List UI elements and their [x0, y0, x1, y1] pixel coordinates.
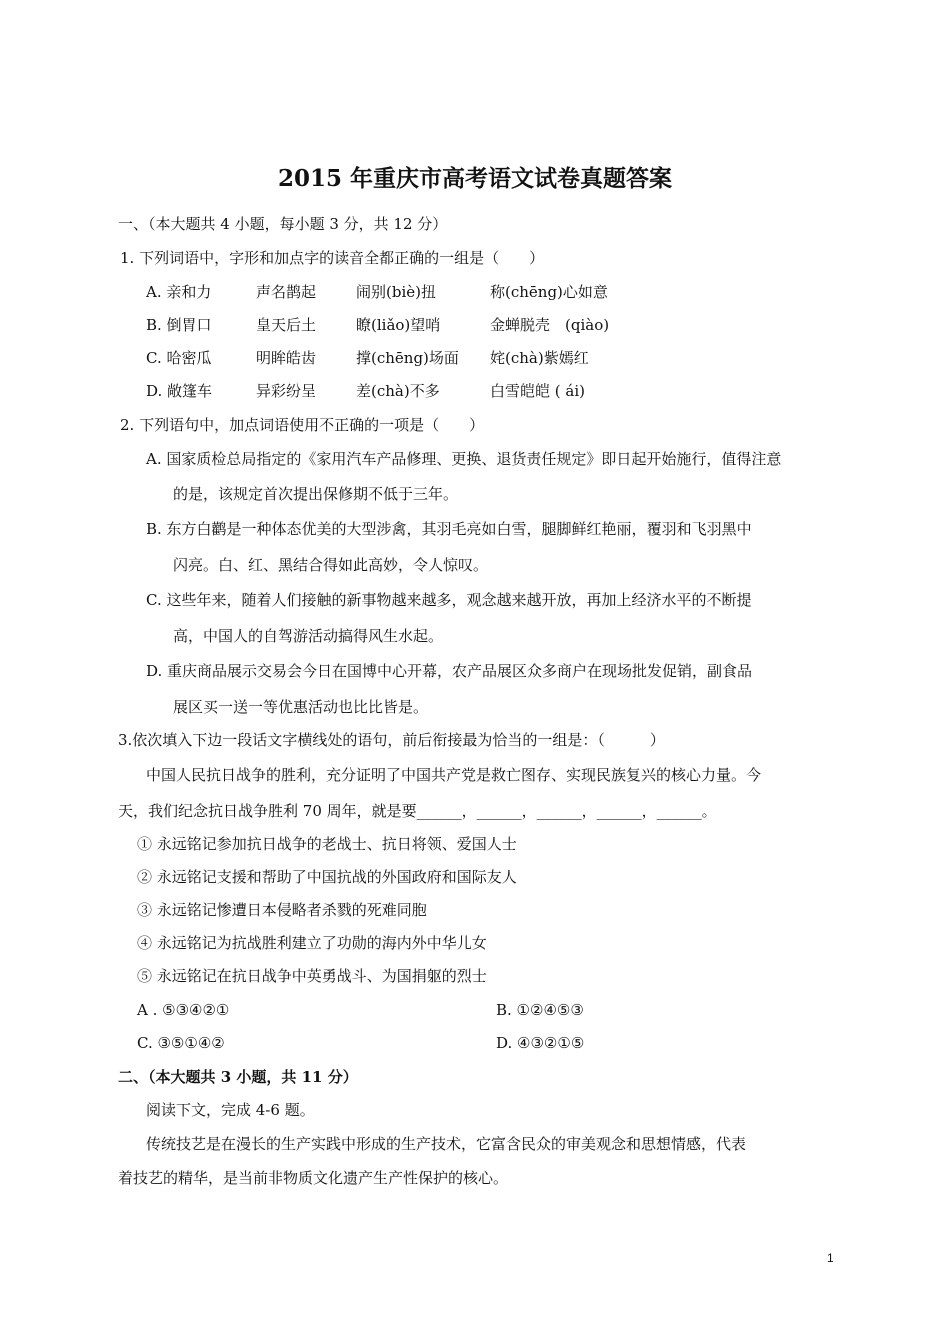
q2-option-d-line2: 展区买一送一等优惠活动也比比皆是。	[173, 698, 429, 716]
q1-option-a-col1: A. 亲和力	[146, 283, 212, 301]
q1-option-c-col1: C. 哈密瓜	[146, 349, 212, 367]
q3-choice-a: A . ⑤③④②①	[137, 1001, 230, 1019]
section-2-passage-line2: 着技艺的精华，是当前非物质文化遗产生产性保护的核心。	[118, 1169, 509, 1187]
q3-passage-line1: 中国人民抗日战争的胜利，充分证明了中国共产党是救亡图存、实现民族复兴的核心力量。今	[146, 766, 762, 784]
q1-option-b-col3: 瞭(liǎo)望哨	[356, 316, 441, 334]
question-2-stem: 2. 下列语句中，加点词语使用不正确的一项是（ ）	[120, 416, 485, 434]
q3-choice-c: C. ③⑤①④②	[137, 1034, 225, 1052]
q3-item-5: ⑤ 永远铭记在抗日战争中英勇战斗、为国捐躯的烈士	[137, 967, 487, 985]
q2-option-b-line1: B. 东方白鹳是一种体态优美的大型涉禽，其羽毛亮如白雪，腿脚鲜红艳丽，覆羽和飞羽黑中	[146, 520, 752, 538]
section-2-header: 二、（本大题共 3 小题，共 11 分）	[118, 1068, 358, 1086]
q1-option-d-col2: 异彩纷呈	[256, 382, 317, 400]
q1-option-a-col2: 声名鹊起	[256, 283, 317, 301]
q1-option-c-col4: 姹(chà)紫嫣红	[490, 349, 589, 367]
q3-item-1: ① 永远铭记参加抗日战争的老战士、抗日将领、爱国人士	[137, 835, 517, 853]
q1-option-a-col3: 闹别(biè)扭	[356, 283, 436, 301]
q1-option-c-col2: 明眸皓齿	[256, 349, 317, 367]
q3-passage-line2: 天，我们纪念抗日战争胜利 70 周年，就是要______，______，______，______，______。	[118, 802, 717, 820]
q1-option-b-col4: 金蝉脱壳 (qiào)	[490, 316, 610, 334]
q2-option-a-line2: 的是，该规定首次提出保修期不低于三年。	[173, 485, 459, 503]
q2-option-a-line1: A. 国家质检总局指定的《家用汽车产品修理、更换、退货责任规定》即日起开始施行，值得注意	[146, 450, 782, 468]
q1-option-c-col3: 撑(chēng)场面	[356, 349, 459, 367]
q2-option-d-line1: D. 重庆商品展示交易会今日在国博中心开幕，农产品展区众多商户在现场批发促销，副食品	[146, 662, 753, 680]
q3-item-2: ② 永远铭记支援和帮助了中国抗战的外国政府和国际友人	[137, 868, 517, 886]
q3-item-4: ④ 永远铭记为抗战胜利建立了功勋的海内外中华儿女	[137, 934, 487, 952]
q3-item-3: ③ 永远铭记惨遭日本侵略者杀戮的死难同胞	[137, 901, 427, 919]
q3-choice-b: B. ①②④⑤③	[496, 1001, 584, 1019]
q1-option-d-col4: 白雪皑皑 ( ái)	[490, 382, 585, 400]
section-1-header: 一、（本大题共 4 小题，每小题 3 分，共 12 分）	[118, 215, 448, 233]
q2-option-c-line1: C. 这些年来，随着人们接触的新事物越来越多，观念越来越开放，再加上经济水平的不断提	[146, 591, 752, 609]
page-title: 2015 年重庆市高考语文试卷真题答案	[277, 165, 673, 192]
q1-option-b-col2: 皇天后土	[256, 316, 317, 334]
q1-option-b-col1: B. 倒胃口	[146, 316, 212, 334]
page-number: 1	[827, 1251, 834, 1265]
q2-option-b-line2: 闪亮。白、红、黑结合得如此高妙，令人惊叹。	[173, 556, 489, 574]
q1-option-a-col4: 称(chēng)心如意	[490, 283, 608, 301]
q3-choice-d: D. ④③②①⑤	[496, 1034, 585, 1052]
section-2-passage-line1: 传统技艺是在漫长的生产实践中形成的生产技术，它富含民众的审美观念和思想情感，代表	[146, 1135, 747, 1153]
question-3-stem: 3.依次填入下边一段话文字横线处的语句，前后衔接最为恰当的一组是：（ ）	[118, 731, 665, 749]
q2-option-c-line2: 高，中国人的自驾游活动搞得风生水起。	[173, 627, 444, 645]
q1-option-d-col3: 差(chà)不多	[356, 382, 440, 400]
section-2-intro: 阅读下文，完成 4-6 题。	[146, 1101, 315, 1119]
question-1-stem: 1. 下列词语中，字形和加点字的读音全都正确的一组是（ ）	[120, 249, 545, 267]
q1-option-d-col1: D. 敞篷车	[146, 382, 213, 400]
